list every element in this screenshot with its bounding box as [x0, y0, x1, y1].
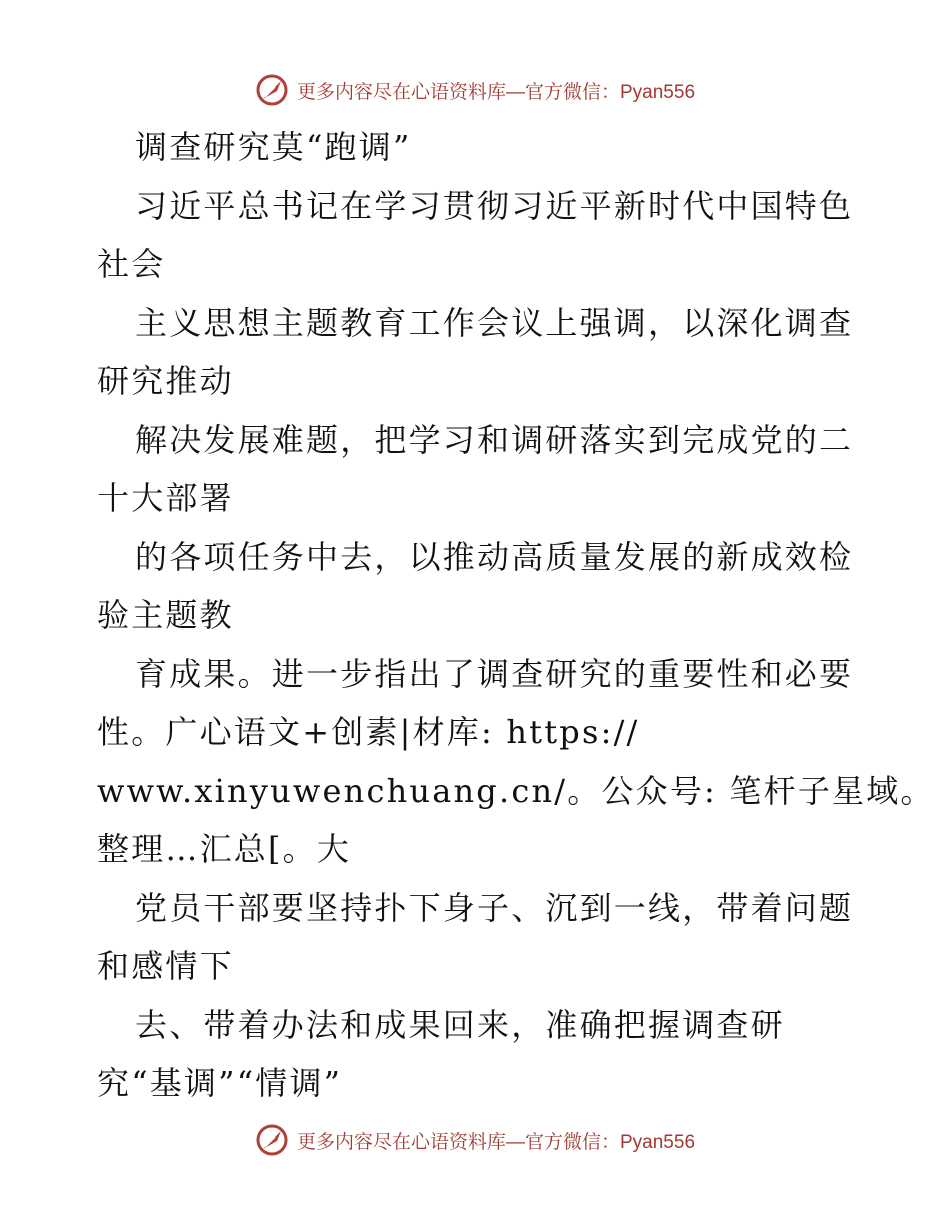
document-line: 性。广心语文+创素|材库: https://: [97, 713, 640, 751]
document-line: 整理…汇总[。大: [97, 830, 352, 868]
footer-banner: [0, 1120, 950, 1160]
document-line: 社会: [97, 245, 166, 283]
document-line: 研究推动: [97, 362, 234, 400]
document-line: 十大部署: [97, 479, 234, 517]
document-body: [97, 118, 935, 1113]
footer-banner-label: 更多内容尽在心语资料库—官方微信：: [296, 1131, 620, 1153]
document-line: 和感情下: [97, 947, 234, 985]
document-line: 育成果。进一步指出了调查研究的重要性和必要: [135, 654, 854, 693]
header-banner-wechat: Pyan556: [620, 81, 696, 103]
document-line: 验主题教: [97, 596, 234, 634]
document-line: 的各项任务中去，以推动高质量发展的新成效检: [135, 537, 854, 576]
header-banner: [0, 70, 950, 110]
document-title: 调查研究莫“跑调”: [135, 128, 412, 166]
document-line: 主义思想主题教育工作会议上强调，以深化调查: [135, 303, 854, 342]
footer-banner-text: [297, 1127, 695, 1154]
header-banner-text: [297, 77, 695, 104]
footer-banner-wechat: Pyan556: [620, 1131, 696, 1153]
document-line: 究“基调”“情调”: [97, 1064, 343, 1102]
document-line: www.xinyuwenchuang.cn/。公众号: 笔杆子星域。: [97, 771, 935, 810]
document-line: 党员干部要坚持扑下身子、沉到一线，带着问题: [135, 888, 854, 927]
quill-logo-icon: [255, 73, 289, 107]
quill-logo-icon: [255, 1123, 289, 1157]
document-line: 习近平总书记在学习贯彻习近平新时代中国特色: [135, 186, 854, 225]
header-banner-label: 更多内容尽在心语资料库—官方微信：: [296, 81, 620, 103]
document-line: 去、带着办法和成果回来，准确把握调查研: [135, 1005, 785, 1044]
document-line: 解决发展难题，把学习和调研落实到完成党的二: [135, 420, 854, 459]
